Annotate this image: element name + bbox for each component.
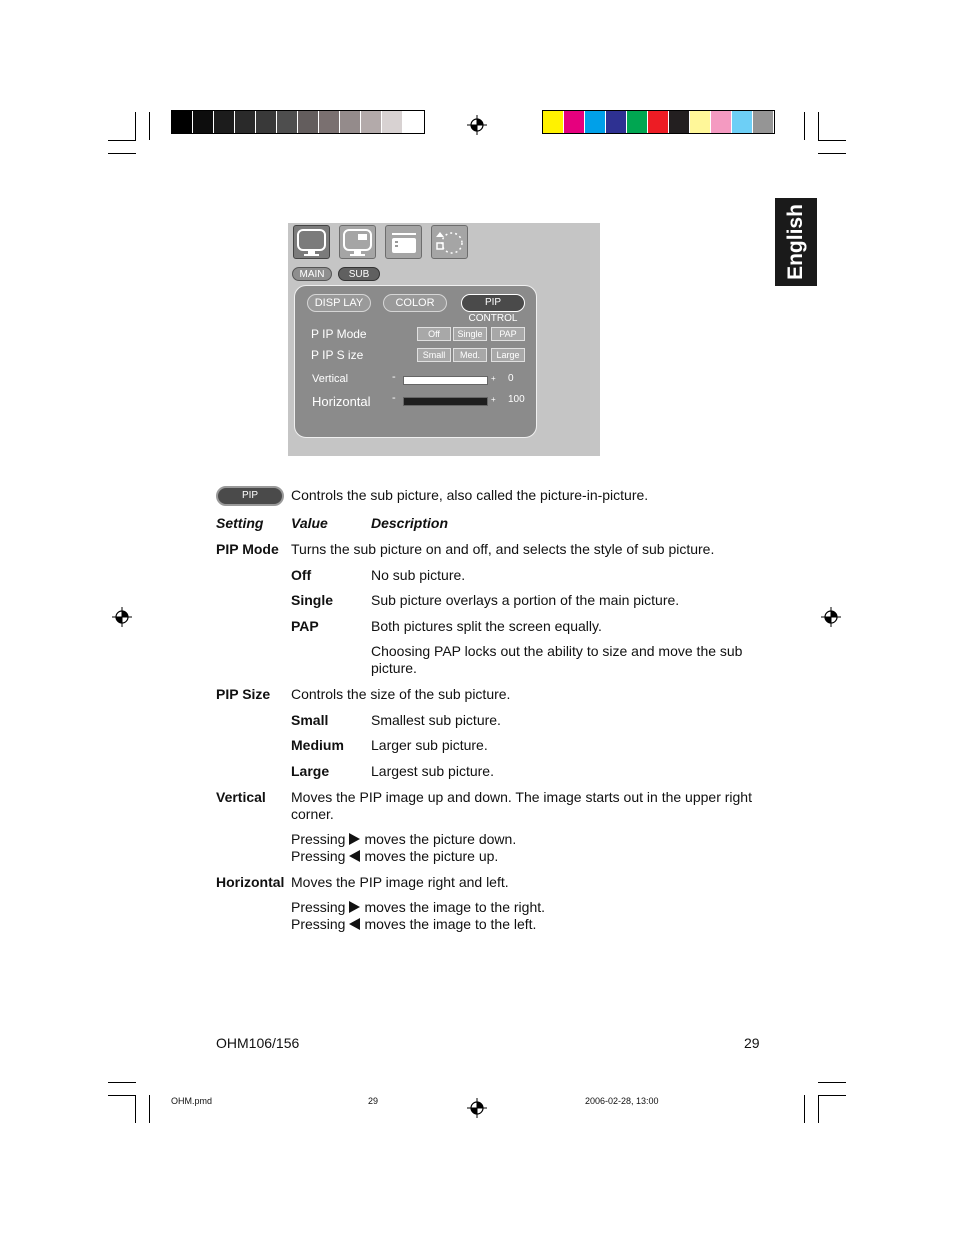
right-arrow-icon (349, 833, 360, 845)
osd-menu-screenshot (288, 223, 600, 456)
pip-mode-setting: PIP Mode (216, 541, 279, 557)
tab-pip-control[interactable]: PIP CONTROL (461, 294, 525, 312)
color-swatch (235, 111, 256, 133)
crop-mark (818, 153, 846, 154)
pip-mode-desc: Turns the sub picture on and off, and selects the style of sub picture. (291, 541, 715, 557)
right-arrow-icon (349, 901, 360, 913)
intro-text: Controls the sub picture, also called the picture-in-picture. (291, 487, 649, 503)
vertical-value: 0 (508, 373, 514, 384)
color-swatch (403, 111, 424, 133)
crop-mark (108, 153, 136, 154)
monitor-pip-icon[interactable] (339, 225, 376, 259)
vertical-press-left: Pressing moves the picture up. (291, 848, 499, 864)
crop-mark (818, 1095, 846, 1096)
registration-mark-icon (112, 607, 132, 627)
color-swatch (690, 111, 711, 133)
pip-size-setting: PIP Size (216, 686, 271, 702)
value-pap: PAP (291, 618, 319, 634)
color-swatch (669, 111, 690, 133)
sub-tab[interactable]: SUB (338, 267, 380, 281)
left-arrow-icon (349, 918, 360, 930)
value-small-desc: Smallest sub picture. (371, 712, 501, 728)
value-pap-note: Choosing PAP locks out the ability to size and move the sub picture. (371, 643, 743, 676)
plus-sign: + (491, 374, 496, 383)
header-description: Description (371, 515, 449, 531)
color-swatch (319, 111, 340, 133)
pip-mode-off-option[interactable]: Off (417, 327, 451, 341)
value-single-desc: Sub picture overlays a portion of the main picture. (371, 592, 680, 608)
footer-model: OHM106/156 (216, 1035, 300, 1051)
crop-mark (818, 1095, 819, 1123)
tab-display[interactable]: DISP LAY (307, 294, 371, 312)
tv-signal-icon[interactable] (385, 225, 422, 259)
value-off-desc: No sub picture. (371, 567, 466, 583)
language-tab-label: English (784, 204, 807, 280)
horizontal-setting: Horizontal (216, 874, 285, 890)
crop-mark (135, 1095, 136, 1123)
color-swatch (340, 111, 361, 133)
value-large: Large (291, 763, 330, 779)
left-arrow-icon (349, 850, 360, 862)
crop-mark (135, 112, 136, 140)
osd-pip-panel (294, 285, 537, 438)
header-value: Value (291, 515, 328, 531)
slug-timestamp: 2006-02-28, 13:00 (585, 1096, 659, 1106)
crop-mark (818, 1082, 846, 1083)
pip-mode-pap-option[interactable]: PAP (491, 327, 525, 341)
horizontal-label: Horizontal (312, 394, 371, 409)
horizontal-value: 100 (508, 394, 525, 405)
color-swatch (627, 111, 648, 133)
horizontal-desc: Moves the PIP image right and left. (291, 874, 509, 890)
crop-mark (818, 140, 846, 141)
crop-mark (804, 112, 805, 140)
horizontal-press-left: Pressing moves the image to the left. (291, 916, 537, 932)
color-swatch (214, 111, 235, 133)
slug-filename: OHM.pmd (171, 1096, 213, 1106)
plus-sign: + (491, 395, 496, 404)
color-swatch (732, 111, 753, 133)
vertical-press-right: Pressing moves the picture down. (291, 831, 517, 847)
main-tab[interactable]: MAIN (292, 267, 332, 281)
crop-mark (108, 1082, 136, 1083)
color-swatch (564, 111, 585, 133)
horizontal-press-right: Pressing moves the image to the right. (291, 899, 546, 915)
pip-size-med-option[interactable]: Med. (453, 348, 487, 362)
value-medium-desc: Larger sub picture. (371, 737, 488, 753)
monitor-main-icon[interactable] (293, 225, 330, 259)
value-off: Off (291, 567, 312, 583)
horizontal-slider[interactable] (403, 397, 488, 406)
color-swatch (382, 111, 403, 133)
color-swatch (277, 111, 298, 133)
registration-mark-icon (467, 115, 487, 135)
color-swatch (193, 111, 214, 133)
vertical-slider[interactable] (403, 376, 488, 385)
pip-size-small-option[interactable]: Small (417, 348, 451, 362)
crop-mark (149, 1095, 150, 1123)
color-swatch (172, 111, 193, 133)
crop-mark (804, 1095, 805, 1123)
grayscale-bar (171, 110, 425, 134)
color-swatch (711, 111, 732, 133)
setup-icon[interactable] (431, 225, 468, 259)
pip-mode-single-option[interactable]: Single (453, 327, 487, 341)
vertical-label: Vertical (312, 373, 349, 385)
color-swatch (606, 111, 627, 133)
vertical-desc: Moves the PIP image up and down. The image starts out in the upper right corner. (291, 789, 752, 822)
tab-color[interactable]: COLOR (383, 294, 447, 312)
language-tab (775, 198, 817, 286)
crop-mark (149, 112, 150, 140)
color-swatch (585, 111, 606, 133)
color-swatch (298, 111, 319, 133)
color-swatch (361, 111, 382, 133)
crop-mark (108, 140, 136, 141)
registration-mark-icon (821, 607, 841, 627)
header-setting: Setting (216, 515, 264, 531)
minus-sign: - (392, 392, 396, 404)
registration-mark-icon (467, 1098, 487, 1118)
slug-page: 29 (368, 1096, 379, 1106)
footer-page-number: 29 (744, 1035, 760, 1051)
minus-sign: - (392, 371, 396, 383)
pip-control-badge: PIP CONTROL (216, 486, 284, 506)
value-single: Single (291, 592, 334, 608)
pip-size-large-option[interactable]: Large (491, 348, 525, 362)
color-swatch (648, 111, 669, 133)
value-large-desc: Largest sub picture. (371, 763, 494, 779)
pip-size-label: P IP S ize (311, 348, 364, 362)
pip-mode-label: P IP Mode (311, 327, 367, 341)
crop-mark (108, 1095, 136, 1096)
value-medium: Medium (291, 737, 344, 753)
value-small: Small (291, 712, 329, 728)
color-swatch (256, 111, 277, 133)
color-calibration-bar (542, 110, 775, 134)
vertical-setting: Vertical (216, 789, 266, 805)
value-pap-desc: Both pictures split the screen equally. (371, 618, 602, 634)
crop-mark (818, 112, 819, 140)
color-swatch (543, 111, 564, 133)
color-swatch (753, 111, 774, 133)
pip-size-desc: Controls the size of the sub picture. (291, 686, 511, 702)
